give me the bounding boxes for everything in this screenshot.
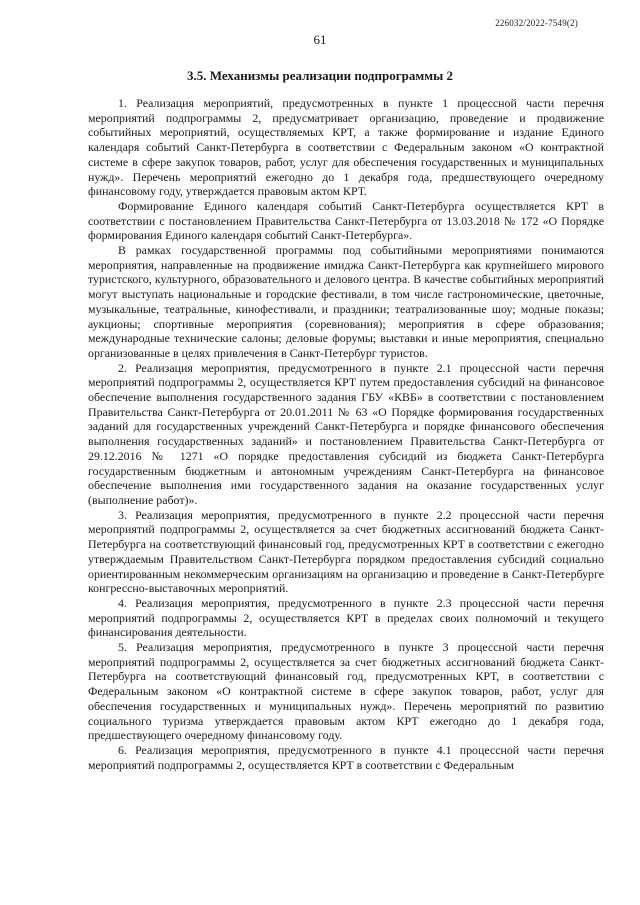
paragraph-7: 5. Реализация мероприятия, предусмотренного в пункте 3 процессной части перечня мероприятий подпрограммы 2, осуществляется за счет бюджетных ассигнований бюджета Санкт-Петербурга на соответствующий финансовый год, предусмотренных КРТ, в соответствии с Федеральным законом «О контрактной системе в сфере закупок товаров, работ, услуг для обеспечения государственных и муниципальных нужд». Перечень мероприятий по развитию социального туризма утверждается правовым актом КРТ ежегодно до 1 декабря года, предшествующего очередному финансовому году. <box>88 640 604 743</box>
paragraph-3: В рамках государственной программы под событийными мероприятиями понимаются мероприятия, направленные на продвижение имиджа Санкт-Петербурга как крупнейшего мирового туристского, культурного, образовательного и делового центра. В качестве событийных мероприятий могут выступать национальные и городские фестивали, в том числе гастрономические, цветочные, музыкальные, театральные, кинофестивали, и праздники; театрализованные шоу; модные показы; аукционы; спортивные мероприятия (соревнования); мероприятия в сфере образования; международные технические салоны; деловые форумы; выставки и иные мероприятия, специально организованные в целях привлечения в Санкт-Петербург туристов. <box>88 243 604 360</box>
paragraph-1: 1. Реализация мероприятий, предусмотренных в пункте 1 процессной части перечня мероприятий подпрограммы 2, предусматривает организацию, проведение и продвижение событийных мероприятий, осуществляемых КРТ, а также формирование и издание Единого календаря событий Санкт-Петербурга в соответствии с Федеральным законом «О контрактной системе в сфере закупок товаров, работ, услуг для обеспечения государственных и муниципальных нужд». Перечень мероприятий ежегодно до 1 декабря года, предшествующего очередному финансовому году, утверждается правовым актом КРТ. <box>88 96 604 199</box>
section-title: 3.5. Механизмы реализации подпрограммы 2 <box>187 68 453 83</box>
paragraph-2: Формирование Единого календаря событий Санкт-Петербурга осуществляется КРТ в соответствии с постановлением Правительства Санкт-Петербурга от 13.03.2018 № 172 «О Порядке формирования Единого календаря событий Санкт-Петербурга». <box>88 198 604 243</box>
paragraph-8: 6. Реализация мероприятия, предусмотренного в пункте 4.1 процессной части перечня мероприятий подпрограммы 2, осуществляется КРТ в соответствии с Федеральным <box>88 742 604 772</box>
document-registration-number: 226032/2022-7549(2) <box>495 18 578 28</box>
page-number: 61 <box>313 32 327 47</box>
paragraph-5: 3. Реализация мероприятия, предусмотренного в пункте 2.2 процессной части перечня мероприятий подпрограммы 2, осуществляется за счет бюджетных ассигнований бюджета Санкт-Петербурга на соответствующий финансовый год, предусмотренных КРТ в соответствии с ежегодно утверждаемым Правительством Санкт-Петербурга порядком предоставления субсидий социально ориентированным некоммерческим организациям на организацию и проведение в Санкт-Петербурге конгрессно-выставочных мероприятий. <box>88 507 604 596</box>
paragraph-6: 4. Реализация мероприятия, предусмотренного в пункте 2.3 процессной части перечня мероприятий подпрограммы 2, осуществляется КРТ в пределах своих полномочий и текущего финансирования деятельности. <box>88 595 604 640</box>
paragraph-4: 2. Реализация мероприятия, предусмотренного в пункте 2.1 процессной части перечня мероприятий подпрограммы 2, осуществляется КРТ путем предоставления субсидий на финансовое обеспечение выполнения государственного задания ГБУ «КВБ» в соответствии с постановлением Правительства Санкт-Петербурга от 20.01.2011 № 63 «О Порядке формирования государственных заданий для государственных учреждений Санкт-Петербурга и порядке финансового обеспечения выполнения государственных заданий» и постановлением Правительства Санкт-Петербурга от 29.12.2016 № 1271 «О порядке предоставления субсидий из бюджета Санкт-Петербурга государственным бюджетным и автономным учреждениям Санкт-Петербурга на финансовое обеспечение выполнения ими государственного задания на оказание государственных услуг (выполнение работ)». <box>88 360 604 507</box>
body-text <box>88 96 604 772</box>
